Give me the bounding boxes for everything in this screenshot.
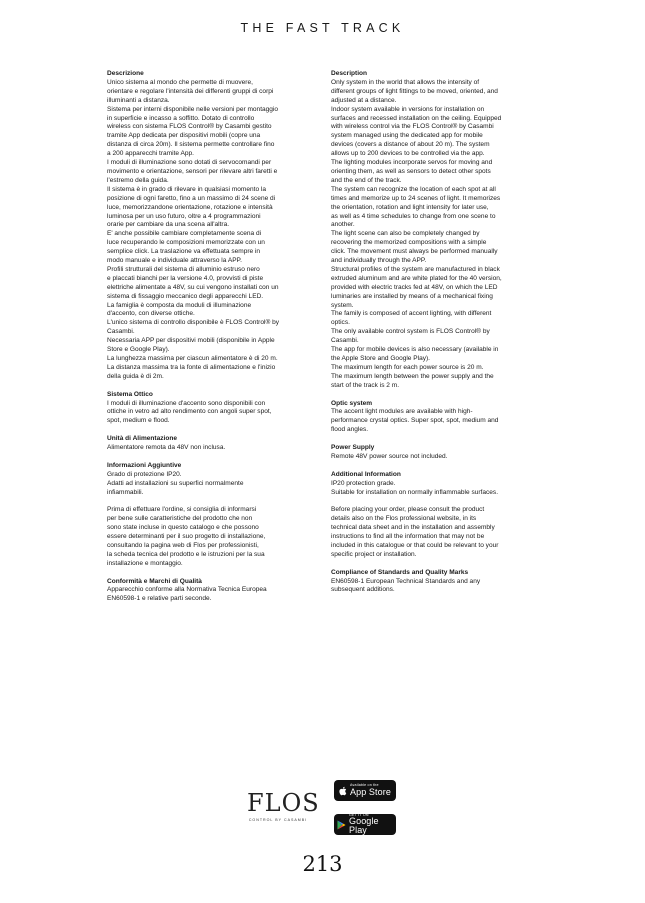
section-paragraph: Grado di protezione IP20. Adatti ad installazioni su superfici normalmente infiammabili. bbox=[107, 470, 244, 496]
section-paragraph: IP20 protection grade. Suitable for installation on normally inflammable surfaces. bbox=[331, 479, 499, 496]
section-paragraph: Prima di effettuare l'ordine, si consiglia di informarsi per bene sulle caratteristiche del prodotto che non sono state incluse in questo catalogo e che possono essere determinanti per il suo progetto di installazione, consultando la pagina web di Flos per professionisti, la scheda tecnica del prodotto e le istruzioni per la sua installazione e montaggio. bbox=[107, 506, 266, 567]
section-title: Unità di Alimentazione bbox=[107, 435, 177, 443]
section-title: Compliance of Standards and Quality Marks bbox=[331, 568, 469, 576]
section-paragraph: The accent light modules are available with high- performance crystal optics. Super spot, spot, medium and flood angles. bbox=[331, 408, 499, 434]
page-header-title: THE FAST TRACK bbox=[240, 21, 405, 35]
section-compliance bbox=[331, 569, 543, 596]
section-paragraph: Only system in the world that allows the intensity of different groups of light fittings to be moved, oriented, and adjusted at a distance. Indoor system available in versions for installation on surfaces and recessed installation on the ceiling. Equipped with wireless control via the FLOS Control® by Casambi system managed using the dedicated app for mobile devices (covers a distance of about 20 m). The system allows up to 200 devices to be controlled via the app. The lighting modules incorporate servos for moving and orienting them, as well as sensors to detect other spots and the end of the track. The system can recognize the location of each spot at all times and memorize up to 24 scenes of light. It memorizes the orientation, rotation and light intensity for later use, as well as 4 time schedules to change from one scene to another. The light scene can also be completely changed by recovering the memorized compositions with a simple click. The movement must always be performed manually and individually through the APP. Structural profiles of the system are manufactured in black extruded aluminum and are white plated for the 40 version, provided with electric tracks fed at 48V, on which the LED luminaries are installed by means of a mechanical fixing system. The family is composed of accent lighting, with different optics. The only available control system is FLOS Control® by Casambi. The app for mobile devices is also necessary (available in the Apple Store and Google Play). The maximum length for each power source is 20 m. The maximum length between the power supply and the start of the track is 2 m. bbox=[331, 78, 502, 389]
english-column bbox=[331, 70, 543, 604]
flos-logo-subtitle: CONTROL BY CASAMBI bbox=[248, 818, 308, 822]
section-title: Descrizione bbox=[107, 70, 144, 77]
google-play-small-text: GET IT ON bbox=[349, 812, 369, 817]
section-optic-system bbox=[331, 400, 543, 436]
section-descrizione bbox=[107, 70, 319, 382]
section-title: Sistema Ottico bbox=[107, 390, 153, 398]
section-paragraph: EN60598-1 European Technical Standards and any subsequent additions. bbox=[331, 577, 481, 594]
section-title: Conformità e Marchi di Qualità bbox=[107, 577, 202, 585]
google-play-icon bbox=[334, 820, 349, 830]
section-unita-alimentazione bbox=[107, 435, 319, 453]
app-store-small-text: Available on the bbox=[350, 783, 379, 788]
section-title: Power Supply bbox=[331, 444, 375, 452]
section-informazioni-aggiuntive bbox=[107, 462, 319, 569]
italian-column bbox=[107, 70, 319, 613]
flos-logo bbox=[247, 789, 320, 822]
section-sistema-ottico bbox=[107, 391, 319, 427]
section-paragraph: Apparecchio conforme alla Normativa Tecnica Europea EN60598-1 e relative parti seconde. bbox=[107, 586, 267, 603]
google-play-big-text: Google Play bbox=[349, 816, 379, 836]
page-number: 213 bbox=[302, 852, 343, 876]
section-paragraph: Remote 48V power source not included. bbox=[331, 452, 448, 460]
section-title: Informazioni Aggiuntive bbox=[107, 461, 182, 469]
section-paragraph: Unico sistema al mondo che permette di muovere, orientare e regolare l'intensità dei differenti gruppi di corpi illuminanti a distanza. Sistema per interni disponibile nelle versioni per montaggio in superficie e incasso a soffitto. Dotato di controllo wireless con sistema FLOS Control® by Casambi gestito tramite App dedicata per dispositivi mobili (copre una distanza di circa 20m). Il sistema permette controllare fino a 200 apparecchi tramite App. I moduli di illuminazione sono dotati di servocomandi per movimento e orientazione, sensori per rilevare altri faretti e l'estremo della guida. Il sistema è in grado di rilevare in qualsiasi momento la posizione di ogni faretto, fino a un massimo di 24 scene di luce, memorizzandone orientazione, rotazione e intensità luminosa per un uso futuro, oltre a 4 programmazioni orarie per cambiare da una scena all'altra. E' anche possibile cambiare completamente scena di luce recuperando le composizioni memorizzate con un semplice click. La traslazione va effettuata sempre in modo manuale e individuale attraverso la APP. Profili strutturali del sistema di alluminio estruso nero e placcati bianchi per la versione 4.0, provvisti di piste elettriche alimentate a 48V, su cui vengono installati con un sistema di fissaggio meccanico degli apparecchi LED. La famiglia è composta da moduli di illuminazione d'accento, con diverse ottiche. L'unico sistema di controllo disponibile è FLOS Control® by Casambi. Necessaria APP per dispositivi mobili (disponibile in Apple Store e Google Play). La lunghezza massima per ciascun alimentatore è di 20 m. La distanza massima tra la fonte di alimentazione e l'inizio della guida è di 2m. bbox=[107, 78, 280, 380]
section-title: Additional Information bbox=[331, 470, 401, 478]
flos-logo-text: FLOS bbox=[247, 789, 320, 817]
section-title: Description bbox=[331, 70, 368, 77]
section-paragraph: Alimentatore remota da 48V non inclusa. bbox=[107, 444, 226, 452]
section-description bbox=[331, 70, 543, 391]
app-store-text bbox=[350, 784, 391, 797]
section-title: Optic system bbox=[331, 399, 373, 407]
apple-icon bbox=[334, 786, 350, 796]
section-paragraph: Before placing your order, please consult the product details also on the Flos professional website, in its technical data sheet and in the installation and assembly instructions to find all the information that may not be included in this catalogue or that could be relevant to your specific project or installation. bbox=[331, 506, 499, 558]
app-store-big-text: App Store bbox=[350, 786, 391, 797]
section-additional-information bbox=[331, 471, 543, 560]
google-play-badge[interactable] bbox=[334, 814, 396, 835]
section-paragraph: I moduli di illuminazione d'accento sono disponibili con ottiche in vetro ad alto rendimento con angoli super spot, spot, medium e flood. bbox=[107, 399, 272, 425]
section-conformita bbox=[107, 578, 319, 605]
google-play-text bbox=[349, 814, 396, 836]
app-store-badge[interactable] bbox=[334, 780, 396, 801]
section-power-supply bbox=[331, 444, 543, 462]
